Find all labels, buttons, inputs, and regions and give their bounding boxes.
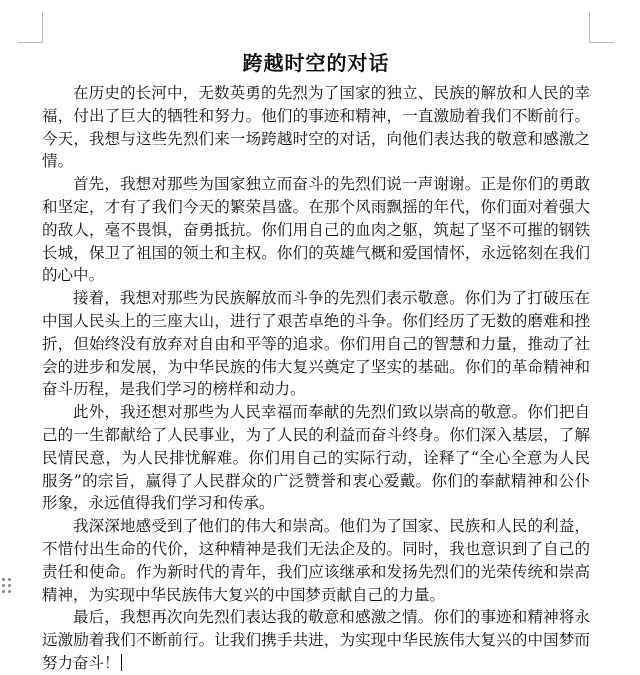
text-cursor: [121, 654, 122, 671]
paragraph-1[interactable]: 在历史的长河中，无数英勇的先烈为了国家的独立、民族的解放和人民的幸福，付出了巨大的牺牲和努力。他们的事迹和精神，一直激励着我们不断前行。今天，我想与这些先烈们来一场跨越时空的对话，向他们表达我的敬意和感激之情。: [42, 84, 590, 171]
crop-mark-top-left: [18, 12, 43, 43]
paragraph-6[interactable]: [42, 606, 590, 674]
paragraph-5[interactable]: 我深深地感受到了他们的伟大和崇高。他们为了国家、民族和人民的利益，不惜付出生命的代价，这种精神是我们无法企及的。同时，我也意识到了自己的责任和使命。作为新时代的青年，我们应该继承和发扬先烈们的光荣传统和崇高精神，为实现中华民族伟大复兴的中国梦贡献自己的力量。: [42, 517, 590, 604]
document-page[interactable]: [42, 48, 590, 675]
drag-handle-icon[interactable]: [2, 578, 12, 594]
paragraph-2[interactable]: 首先，我想对那些为国家独立而奋斗的先烈们说一声谢谢。正是你们的勇敢和坚定，才有了我们今天的繁荣昌盛。在那个风雨飘摇的年代，你们面对着强大的敌人，毫不畏惧，奋勇抵抗。你们用自己的血肉之躯，筑起了坚不可摧的钢铁长城，保卫了祖国的领土和主权。你们的英雄气概和爱国情怀，永远铭刻在我们的心中。: [42, 175, 590, 285]
paragraph-4[interactable]: 此外，我还想对那些为人民幸福而奉献的先烈们致以崇高的敬意。你们把自己的一生都献给了人民事业，为了人民的利益而奋斗终身。你们深入基层，了解民情民意，为人民排忧解难。你们用自己的实际行动，诠释了“全心全意为人民服务”的宗旨，赢得了人民群众的广泛赞誉和衷心爱戴。你们的奉献精神和公仆形象，永远值得我们学习和传承。: [42, 403, 590, 513]
paragraph-3[interactable]: 接着，我想对那些为民族解放而斗争的先烈们表示敬意。你们为了打破压在中国人民头上的三座大山，进行了艰苦卓绝的斗争。你们经历了无数的磨难和挫折，但始终没有放弃对自由和平等的追求。你们用自己的智慧和力量，推动了社会的进步和发展，为中华民族的伟大复兴奠定了坚实的基础。你们的革命精神和奋斗历程，是我们学习的榜样和动力。: [42, 289, 590, 399]
paragraph-6-text: 最后，我想再次向先烈们表达我的敬意和感激之情。你们的事迹和精神将永远激励着我们不断前行。让我们携手共进，为实现中华民族伟大复兴的中国梦而努力奋斗！: [42, 608, 590, 672]
document-title[interactable]: 跨越时空的对话: [242, 51, 390, 75]
crop-mark-top-right: [589, 12, 614, 43]
